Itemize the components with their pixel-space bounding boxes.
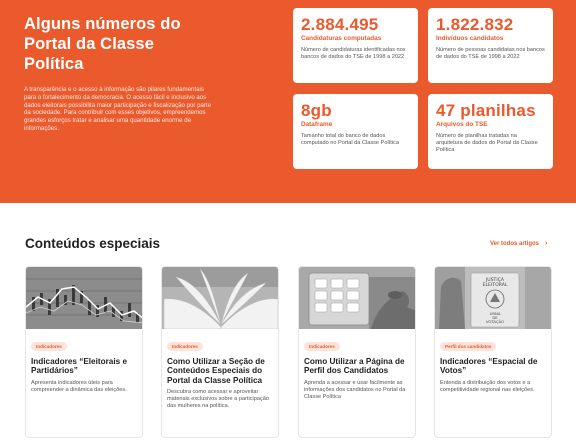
hero-title-line: Portal da Classe [24,35,154,53]
special-content-section [0,203,576,448]
chevron-right-icon: › [545,240,548,247]
ballot-box-label: JUSTIÇA [485,278,505,283]
ballot-box-image [435,267,551,329]
content-card[interactable] [434,266,552,438]
stat-value: 8gb [301,101,332,120]
card-description: Aprenda a acessar e usar facilmente as informações dos candidatos no Portal da Classe Política [304,379,406,400]
content-card[interactable] [161,266,279,438]
ballot-box-label: ELEITORAL [482,283,508,288]
hero-section [0,0,576,203]
stat-value: 2.884.495 [301,15,379,34]
category-tag: Indicadores [31,342,67,351]
stat-label: Dataframe [301,121,333,128]
category-tag: Indicadores [304,342,340,351]
see-all-label: Ver todos artigos [490,241,540,247]
card-title[interactable]: Indicadores “Espacial de Votos” [440,357,538,376]
card-description: Apresenta indicadores úteis para compreender a dinâmica das eleições. [31,379,127,393]
stat-value: 1.822.832 [436,15,514,34]
stat-card-individuos [428,8,553,83]
card-title[interactable]: Como Utilizar a Seção de Conteúdos Especiais do Portal da Classe Política [167,357,265,385]
stat-description: Número de planilhas tratadas na arquitetura de dados do Portal da Classe Política [436,133,538,153]
ballot-box-label: DE [492,315,498,320]
card-title[interactable]: Indicadores “Eleitorais e Partidários” [31,357,128,376]
open-book-image [162,267,278,329]
stat-description: Tamanho total do banco de dados computado no Portal da Classe Política [301,133,399,146]
stat-label: Candidaturas computadas [301,35,382,42]
card-description: Entenda a distribuição dos votos e a competitividade regional nas eleições. [440,379,535,393]
stat-description: Número de candidaturas identificadas nos bancos de dados do TSE de 1998 a 2022 [301,47,406,60]
hero-intro [24,14,224,133]
stat-card-candidaturas [293,8,418,83]
ballot-box-label: VOTAÇÃO [485,319,505,324]
stat-value: 47 planilhas [436,101,536,120]
stat-description: Número de pessoas candidatas nos bancos de dados do TSE de 1998 a 2022 [436,47,545,60]
content-card[interactable] [25,266,143,438]
stat-label: Indivíduos candidatos [436,35,504,42]
section-title: Conteúdos especiais [25,236,161,251]
hero-description: A transparência e o acesso à informação são pilares fundamentais para o fortalecimento da democracia. O acesso fácil e inclusivo aos dados eleitorais possibilita maior participação e fiscalização por parte da sociedade. Para contribuir com esses objetivos, empreendemos grandes esforços tratar e analisar uma quantidade enorme de informações. [24,86,211,132]
content-card[interactable] [298,266,416,438]
voting-machine-image [299,267,415,329]
see-all-articles-link[interactable] [490,240,547,247]
category-tag: Perfil dos candidatos [440,342,496,351]
stat-label: Arquivos do TSE [436,121,488,128]
hero-title-line: Política [24,55,84,73]
card-title[interactable]: Como Utilizar a Página de Perfil dos Candidatos [304,357,405,376]
stat-card-arquivos [428,94,553,169]
hero-title-line: Alguns números do [24,15,181,33]
hero-title [24,14,224,74]
card-description: Descubra como acessar e aproveitar materiais exclusivos sobre a participação das mulheres na política. [167,389,269,410]
stat-card-dataframe [293,94,418,169]
stock-chart-image [26,267,142,329]
ballot-box-label: URNA [489,311,501,316]
category-tag: Indicadores [167,342,203,351]
